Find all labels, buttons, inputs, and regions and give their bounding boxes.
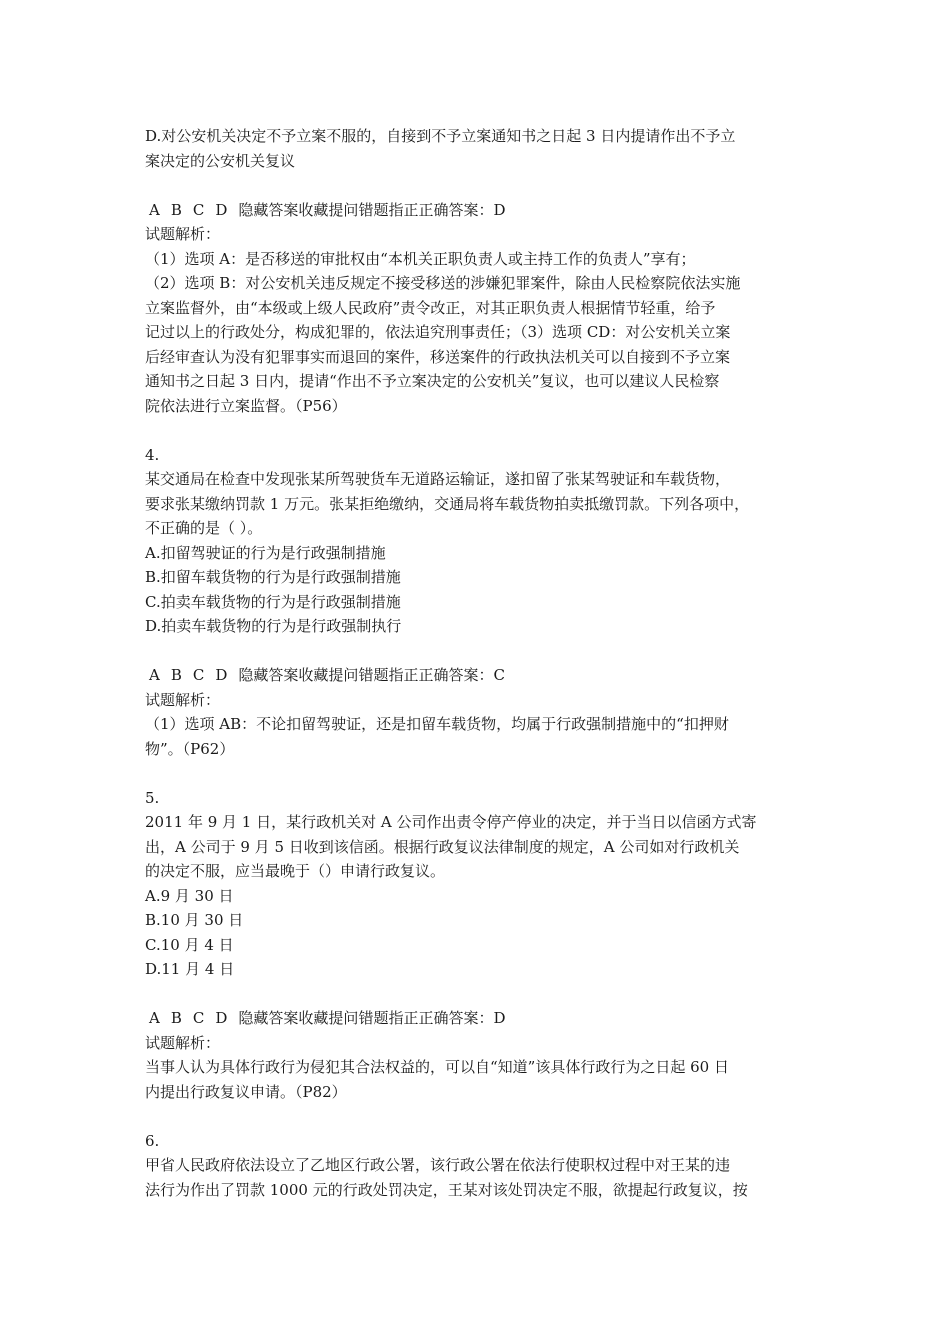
choice-d-button[interactable]: D [215,1009,228,1027]
choice-c-button[interactable]: C [192,666,205,684]
choice-b-button[interactable]: B [170,200,182,219]
q4-stem [145,467,825,541]
q4-analysis [145,712,825,761]
text-line: （2）选项 B：对公安机关违反规定不接受移送的涉嫌犯罪案件，除由人民检察院依法实施 [145,274,741,292]
option-a: A.扣留驾驶证的行为是行政强制措施 [145,543,386,562]
text-line: 后经审查认为没有犯罪事实而退回的案件，移送案件的行政执法机关可以自接到不予立案 [145,347,731,366]
text-line: 某交通局在检查中发现张某所驾驶货车无道路运输证，遂扣留了张某驾驶证和车载货物， [145,470,731,488]
q5-answer-bar [145,1006,825,1031]
text-line: D.对公安机关决定不予立案不服的，自接到不予立案通知书之日起 3 日内提请作出不予立 [145,127,736,145]
favorite-link[interactable]: 收藏 [298,666,329,684]
report-error-link[interactable]: 错题指正 [358,666,419,684]
text-line: 立案监督外，由“本级或上级人民政府”责令改正，对其正职负责人根据情节轻重，给予 [145,298,716,317]
option-d: D.11 月 4 日 [145,960,235,978]
question-number: 5. [145,788,160,807]
question-number: 4. [145,445,160,464]
text-line: 不正确的是（ ）。 [145,519,263,537]
option-c: C.拍卖车载货物的行为是行政强制措施 [145,592,401,611]
q4-options [145,541,825,639]
option-d: D.拍卖车载货物的行为是行政强制执行 [145,617,402,635]
text-line: 出，A 公司于 9 月 5 日收到该信函。根据行政复议法律制度的规定，A 公司如对行政机关 [145,837,740,856]
hide-answer-link[interactable]: 隐藏答案 [238,200,299,219]
q6-stem [145,1153,825,1202]
q3-option-d [145,124,825,173]
text-line: 记过以上的行政处分，构成犯罪的，依法追究刑事责任；（3）选项 CD：对公安机关立案 [145,323,731,341]
text-line: （1）选项 AB：不论扣留驾驶证，还是扣留车载货物，均属于行政强制措施中的“扣押财 [145,715,729,733]
option-a: A.9 月 30 日 [145,886,234,905]
choice-a-button[interactable]: A [149,200,160,219]
q5-stem [145,810,825,884]
q3-answer-bar [145,198,825,223]
text-line: 要求张某缴纳罚款 1 万元。张某拒绝缴纳，交通局将车载货物拍卖抵缴罚款。下列各项中， [145,494,750,513]
text-line: 当事人认为具体行政行为侵犯其合法权益的，可以自“知道”该具体行政行为之日起 60 日 [145,1058,729,1076]
ask-question-link[interactable]: 提问 [328,200,359,219]
text-line: 法行为作出了罚款 1000 元的行政处罚决定，王某对该处罚决定不服，欲提起行政复议，按 [145,1180,748,1199]
choice-d-button[interactable]: D [215,666,228,684]
option-b: B.10 月 30 日 [145,911,244,929]
report-error-link[interactable]: 错题指正 [358,200,419,219]
analysis-title: 试题解析： [145,225,221,243]
hide-answer-link[interactable]: 隐藏答案 [238,1009,299,1027]
text-line: 物”。（P62） [145,739,235,758]
choice-a-button[interactable]: A [149,1009,160,1027]
text-line: 通知书之日起 3 日内，提请“作出不予立案决定的公安机关”复议，也可以建议人民检察 [145,372,720,390]
text-line: 案决定的公安机关复议 [145,151,296,170]
q5-analysis [145,1055,825,1104]
correct-answer: 正确答案：D [418,1009,506,1027]
choice-c-button[interactable]: C [192,1009,205,1027]
analysis-title: 试题解析： [145,1033,221,1052]
favorite-link[interactable]: 收藏 [298,1009,329,1027]
report-error-link[interactable]: 错题指正 [358,1009,419,1027]
correct-answer: 正确答案：D [418,200,506,219]
hide-answer-link[interactable]: 隐藏答案 [238,666,299,684]
choice-b-button[interactable]: B [170,666,182,684]
text-line: 2011 年 9 月 1 日，某行政机关对 A 公司作出责令停产停业的决定，并于当日以信函方式寄 [145,813,757,831]
text-line: 的决定不服，应当最晚于（）申请行政复议。 [145,862,446,880]
ask-question-link[interactable]: 提问 [328,666,359,684]
option-b: B.扣留车载货物的行为是行政强制措施 [145,568,401,586]
ask-question-link[interactable]: 提问 [328,1009,359,1027]
text-line: 内提出行政复议申请。（P82） [145,1082,347,1101]
text-line: 院依法进行立案监督。（P56） [145,396,347,415]
q5-options [145,884,825,982]
text-line: （1）选项 A：是否移送的审批权由“本机关正职负责人或主持工作的负责人”享有； [145,249,696,268]
correct-answer: 正确答案：C [418,666,505,684]
text-line: 甲省人民政府依法设立了乙地区行政公署，该行政公署在依法行使职权过程中对王某的违 [145,1156,731,1174]
document-page [145,124,825,1202]
choice-d-button[interactable]: D [215,200,228,219]
choice-b-button[interactable]: B [170,1009,182,1027]
q3-analysis [145,247,825,419]
favorite-link[interactable]: 收藏 [298,200,329,219]
analysis-title: 试题解析： [145,690,221,709]
q4-answer-bar [145,663,825,688]
choice-a-button[interactable]: A [149,666,160,684]
option-c: C.10 月 4 日 [145,935,234,954]
question-number: 6. [145,1131,160,1150]
choice-c-button[interactable]: C [192,200,205,219]
